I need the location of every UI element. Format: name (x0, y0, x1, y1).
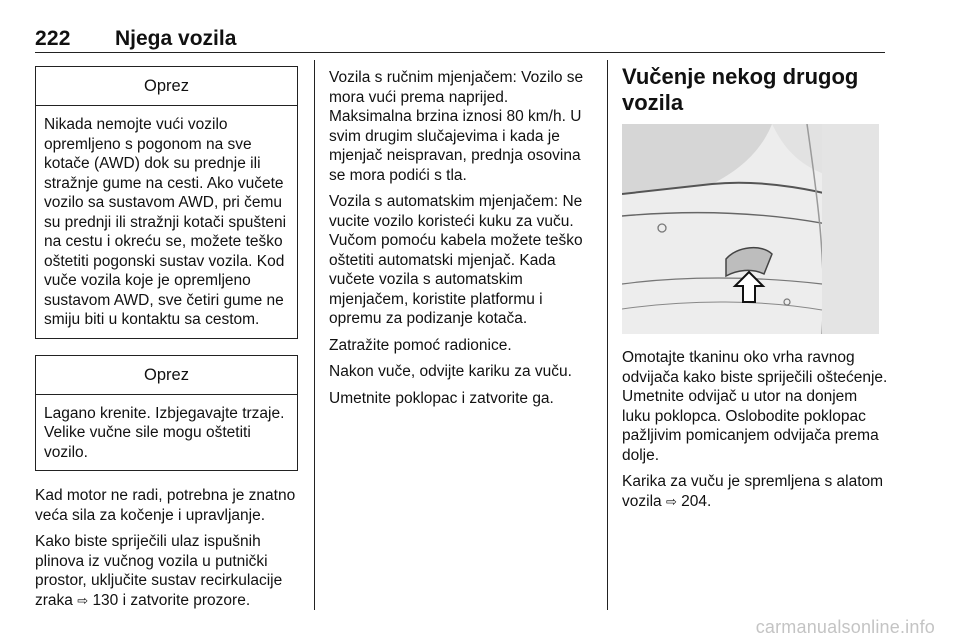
paragraph: Vozila s automatskim mjenjačem: Ne vucite vozilo koristeći kuku za vuču. Vučom pomoću kabela možete teško oštetiti automatski mjenjač. Kada vučete vozila s automatskim mjenjačem, koristite platformu i opremu za podizanje kotača. (329, 193, 583, 327)
section-title: Njega vozila (115, 27, 237, 50)
caution-box (35, 355, 298, 472)
tow-eye-cover-illustration (622, 124, 879, 334)
paragraph: Nakon vuče, odvijte kariku za vuču. (329, 363, 572, 380)
paragraph: Karika za vuču je spremljena s alatom vozila ⇨ 204. (622, 473, 884, 510)
page-reference-arrow-icon: ⇨ (665, 493, 677, 509)
caution-text: Nikada nemojte vući vozilo opremljeno s pogonom na sve kotače (AWD) dok su prednje ili stražnje gume na cesti. Ako vučete vozilo sa sustavom AWD, pri čemu su prednji ili stražnji kotači spušteni na cestu i okreću se, možete teško oštetiti pogonski sustav vozila. Kod vuče vozila koje je opremljeno sustavom AWD, sve četiri gume ne smiju biti u kontaktu sa cestom. (44, 116, 287, 328)
page-header (35, 26, 885, 53)
caution-title: Oprez (36, 67, 297, 106)
caution-text: Lagano krenite. Izbjegavajte trzaje. Velike vučne sile mogu oštetiti vozilo. (44, 404, 285, 461)
middle-column (329, 68, 593, 415)
watermark: carmanualsonline.info (755, 617, 935, 637)
paragraph: Vozila s ručnim mjenjačem: Vozilo se mora vući prema naprijed. Maksimalna brzina iznosi 80 km/h. U svim drugim slučajevima i kada je mjenjač neispravan, prednja osovina se mora podići s tla. (329, 69, 584, 184)
page-reference-link[interactable]: 130 (92, 591, 119, 609)
page-number: 222 (35, 27, 71, 50)
paragraph: Umetnite poklopac i zatvorite ga. (329, 389, 554, 407)
paragraph: Kako biste spriječili ulaz ispušnih plinova iz vučnog vozila u putnički prostor, uključite sustav recirkulacije zraka ⇨ 130 i zatvorite prozore. (35, 533, 283, 609)
caution-title: Oprez (36, 356, 297, 395)
page-reference-link[interactable]: 204. (681, 492, 712, 510)
paragraph: Zatražite pomoć radionice. (329, 336, 512, 354)
left-column (35, 66, 298, 617)
section-heading: Vučenje nekog drugog vozila (622, 64, 859, 115)
column-divider (607, 60, 608, 610)
paragraph: Omotajte tkaninu oko vrha ravnog odvijača kako biste spriječili oštećenje. Umetnite odvijač u utor na donjem luku poklopca. Oslobodite poklopac pažljivim pomicanjem odvijača prema dolje. (622, 349, 888, 464)
paragraph: Kad motor ne radi, potrebna je znatno veća sila za kočenje i upravljanje. (35, 487, 296, 524)
column-divider (314, 60, 315, 610)
right-column (622, 66, 888, 518)
page-reference-arrow-icon: ⇨ (77, 592, 89, 608)
caution-box (35, 66, 298, 339)
